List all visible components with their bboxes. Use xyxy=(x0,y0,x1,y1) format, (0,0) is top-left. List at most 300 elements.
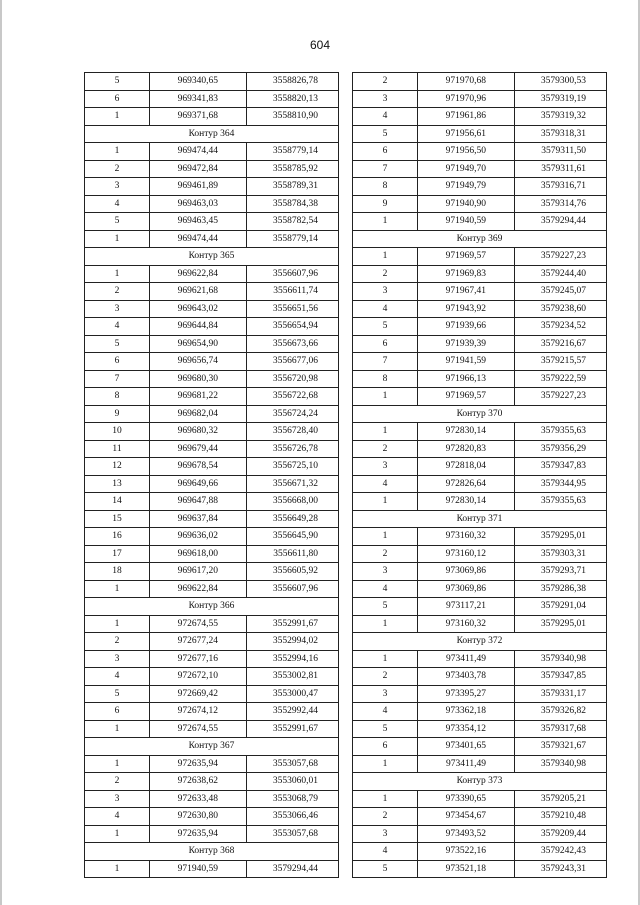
y-coordinate-cell: 3558826,78 xyxy=(272,76,318,86)
point-number-cell: 1 xyxy=(85,143,150,160)
y-coordinate-cell: 3556651,56 xyxy=(272,303,318,314)
y-coordinate-cell: 3579291,04 xyxy=(540,601,586,611)
point-number-cell: 1 xyxy=(85,756,150,773)
x-coordinate-cell: 969679,44 xyxy=(150,441,247,458)
point-number-cell: 3 xyxy=(353,458,418,475)
contour-header: Контур 368 xyxy=(85,843,338,861)
x-coordinate-cell: 969654,90 xyxy=(150,336,247,353)
point-number-cell: 10 xyxy=(85,423,150,440)
point-number-cell: 1 xyxy=(85,581,150,598)
point-number-cell: 2 xyxy=(353,808,418,825)
x-coordinate-cell: 969622,84 xyxy=(150,266,247,283)
table-row xyxy=(353,213,606,231)
x-coordinate-cell: 969617,20 xyxy=(150,563,247,580)
table-row xyxy=(353,423,606,441)
contour-header: Контур 371 xyxy=(353,511,606,529)
point-number-cell: 3 xyxy=(85,651,150,668)
y-coordinate-cell: 3553002,81 xyxy=(272,671,318,681)
y-coordinate-cell: 3579356,29 xyxy=(540,443,586,454)
y-coordinate-cell: 3556607,96 xyxy=(272,268,318,279)
x-coordinate-cell: 973521,18 xyxy=(418,861,515,878)
point-number-cell: 3 xyxy=(85,178,150,195)
contour-header: Контур 366 xyxy=(85,598,338,616)
y-coordinate-cell: 3579294,44 xyxy=(540,216,586,226)
x-coordinate-cell: 972677,16 xyxy=(150,651,247,668)
y-coordinate-cell: 3579209,44 xyxy=(540,828,586,839)
point-number-cell: 8 xyxy=(353,178,418,195)
point-number-cell: 1 xyxy=(85,266,150,283)
x-coordinate-cell: 972638,62 xyxy=(150,773,247,790)
point-number-cell: 1 xyxy=(353,651,418,668)
x-coordinate-cell: 972669,42 xyxy=(150,686,247,703)
x-coordinate-cell: 972633,48 xyxy=(150,791,247,808)
x-coordinate-cell: 969341,83 xyxy=(150,91,247,108)
x-coordinate-cell: 973362,18 xyxy=(418,703,515,720)
y-coordinate-cell: 3558779,14 xyxy=(272,146,318,156)
y-coordinate-cell: 3579331,17 xyxy=(540,688,586,699)
y-coordinate-cell: 3553066,46 xyxy=(272,811,318,821)
table-row xyxy=(85,651,338,669)
x-coordinate-cell: 973403,78 xyxy=(418,668,515,685)
page-left-edge xyxy=(0,0,2,905)
table-row xyxy=(353,248,606,266)
table-row xyxy=(85,318,338,336)
table-row xyxy=(353,73,606,91)
y-coordinate-cell: 3579210,48 xyxy=(540,811,586,821)
x-coordinate-cell: 971966,13 xyxy=(418,371,515,388)
point-number-cell: 1 xyxy=(85,721,150,738)
point-number-cell: 1 xyxy=(85,108,150,125)
x-coordinate-cell: 972672,10 xyxy=(150,668,247,685)
y-coordinate-cell: 3556607,96 xyxy=(272,583,318,594)
contour-header: Контур 367 xyxy=(85,738,338,756)
x-coordinate-cell: 971949,79 xyxy=(418,178,515,195)
point-number-cell: 5 xyxy=(85,73,150,90)
table-row xyxy=(85,791,338,809)
x-coordinate-cell: 972630,80 xyxy=(150,808,247,825)
table-row xyxy=(85,546,338,564)
point-number-cell: 3 xyxy=(353,91,418,108)
table-row xyxy=(85,178,338,196)
y-coordinate-cell: 3579340,98 xyxy=(540,758,586,769)
table-row xyxy=(85,266,338,284)
point-number-cell: 4 xyxy=(85,318,150,335)
y-coordinate-cell: 3579316,71 xyxy=(540,181,586,191)
table-row xyxy=(353,441,606,459)
x-coordinate-cell: 969621,68 xyxy=(150,283,247,300)
x-coordinate-cell: 972830,14 xyxy=(418,423,515,440)
point-number-cell: 3 xyxy=(353,563,418,580)
x-coordinate-cell: 973354,12 xyxy=(418,721,515,738)
y-coordinate-cell: 3556654,94 xyxy=(272,321,318,331)
table-row xyxy=(353,598,606,616)
table-row xyxy=(353,388,606,406)
table-row xyxy=(85,301,338,319)
y-coordinate-cell: 3579295,01 xyxy=(540,531,586,541)
table-row xyxy=(353,476,606,494)
contour-header: Контур 373 xyxy=(353,773,606,791)
y-coordinate-cell: 3579294,44 xyxy=(272,863,318,874)
point-number-cell: 1 xyxy=(353,423,418,440)
contour-header: Контур 370 xyxy=(353,406,606,424)
x-coordinate-cell: 972818,04 xyxy=(418,458,515,475)
point-number-cell: 15 xyxy=(85,511,150,528)
coordinates-table-left xyxy=(84,72,339,878)
table-row xyxy=(85,773,338,791)
y-coordinate-cell: 3556611,74 xyxy=(273,286,318,296)
point-number-cell: 4 xyxy=(85,668,150,685)
point-number-cell: 4 xyxy=(85,808,150,825)
contour-header: Контур 372 xyxy=(353,633,606,651)
point-number-cell: 5 xyxy=(353,126,418,143)
y-coordinate-cell: 3579222,59 xyxy=(540,373,586,384)
table-row xyxy=(85,231,338,249)
table-row xyxy=(353,808,606,826)
y-coordinate-cell: 3553057,68 xyxy=(272,828,318,839)
x-coordinate-cell: 971939,66 xyxy=(418,318,515,335)
point-number-cell: 4 xyxy=(353,581,418,598)
x-coordinate-cell: 971970,96 xyxy=(418,91,515,108)
point-number-cell: 16 xyxy=(85,528,150,545)
y-coordinate-cell: 3579347,83 xyxy=(540,461,586,471)
point-number-cell: 14 xyxy=(85,493,150,510)
y-coordinate-cell: 3558779,14 xyxy=(272,233,318,244)
point-number-cell: 3 xyxy=(353,283,418,300)
x-coordinate-cell: 973390,65 xyxy=(418,791,515,808)
table-row xyxy=(353,108,606,126)
x-coordinate-cell: 971969,57 xyxy=(418,388,515,405)
x-coordinate-cell: 973411,49 xyxy=(418,651,515,668)
x-coordinate-cell: 969649,66 xyxy=(150,476,247,493)
point-number-cell: 4 xyxy=(353,703,418,720)
table-row xyxy=(353,668,606,686)
point-number-cell: 6 xyxy=(353,336,418,353)
table-row xyxy=(353,861,606,879)
table-row xyxy=(353,738,606,756)
point-number-cell: 5 xyxy=(85,336,150,353)
point-number-cell: 5 xyxy=(353,861,418,878)
y-coordinate-cell: 3558810,90 xyxy=(272,111,318,121)
y-coordinate-cell: 3556677,06 xyxy=(272,356,318,366)
table-row xyxy=(85,108,338,126)
point-number-cell: 8 xyxy=(353,371,418,388)
y-coordinate-cell: 3579355,63 xyxy=(540,426,586,436)
point-number-cell: 2 xyxy=(353,441,418,458)
y-coordinate-cell: 3579215,57 xyxy=(540,356,586,366)
x-coordinate-cell: 972635,94 xyxy=(150,826,247,843)
y-coordinate-cell: 3579326,82 xyxy=(540,706,586,716)
y-coordinate-cell: 3579293,71 xyxy=(540,566,586,576)
x-coordinate-cell: 971940,59 xyxy=(150,861,247,878)
table-row xyxy=(85,826,338,844)
point-number-cell: 5 xyxy=(85,686,150,703)
table-row xyxy=(353,283,606,301)
x-coordinate-cell: 969463,03 xyxy=(150,196,247,213)
table-row xyxy=(85,213,338,231)
y-coordinate-cell: 3556726,78 xyxy=(272,443,318,454)
x-coordinate-cell: 973160,32 xyxy=(418,528,515,545)
y-coordinate-cell: 3556671,32 xyxy=(272,478,318,489)
y-coordinate-cell: 3556728,40 xyxy=(272,426,318,436)
y-coordinate-cell: 3552992,44 xyxy=(272,706,318,716)
x-coordinate-cell: 969680,30 xyxy=(150,371,247,388)
table-row xyxy=(85,668,338,686)
point-number-cell: 2 xyxy=(85,633,150,650)
x-coordinate-cell: 973160,32 xyxy=(418,616,515,633)
table-row xyxy=(85,581,338,599)
y-coordinate-cell: 3556668,00 xyxy=(272,496,318,506)
x-coordinate-cell: 973160,12 xyxy=(418,546,515,563)
y-coordinate-cell: 3558789,31 xyxy=(272,181,318,191)
point-number-cell: 4 xyxy=(85,196,150,213)
table-row xyxy=(353,616,606,634)
point-number-cell: 1 xyxy=(85,861,150,878)
x-coordinate-cell: 973493,52 xyxy=(418,826,515,843)
table-row xyxy=(85,686,338,704)
y-coordinate-cell: 3552991,67 xyxy=(272,723,318,734)
x-coordinate-cell: 969463,45 xyxy=(150,213,247,230)
point-number-cell: 1 xyxy=(85,231,150,248)
point-number-cell: 3 xyxy=(353,826,418,843)
x-coordinate-cell: 973395,27 xyxy=(418,686,515,703)
table-row xyxy=(85,91,338,109)
x-coordinate-cell: 969371,68 xyxy=(150,108,247,125)
table-row xyxy=(85,458,338,476)
x-coordinate-cell: 969647,88 xyxy=(150,493,247,510)
y-coordinate-cell: 3579227,23 xyxy=(540,391,586,401)
table-row xyxy=(353,143,606,161)
point-number-cell: 3 xyxy=(353,686,418,703)
table-row xyxy=(85,441,338,459)
y-coordinate-cell: 3579311,50 xyxy=(541,146,586,156)
y-coordinate-cell: 3579317,68 xyxy=(540,723,586,734)
x-coordinate-cell: 971967,41 xyxy=(418,283,515,300)
point-number-cell: 9 xyxy=(353,196,418,213)
point-number-cell: 1 xyxy=(85,616,150,633)
x-coordinate-cell: 969643,02 xyxy=(150,301,247,318)
point-number-cell: 4 xyxy=(353,108,418,125)
table-row xyxy=(353,756,606,774)
point-number-cell: 4 xyxy=(353,301,418,318)
x-coordinate-cell: 969474,44 xyxy=(150,143,247,160)
table-row xyxy=(353,301,606,319)
y-coordinate-cell: 3579243,31 xyxy=(540,863,586,874)
table-row xyxy=(85,423,338,441)
table-row xyxy=(85,861,338,879)
table-row xyxy=(85,633,338,651)
y-coordinate-cell: 3579238,60 xyxy=(540,303,586,314)
x-coordinate-cell: 971941,59 xyxy=(418,353,515,370)
point-number-cell: 5 xyxy=(353,598,418,615)
point-number-cell: 5 xyxy=(353,318,418,335)
table-row xyxy=(353,178,606,196)
point-number-cell: 7 xyxy=(85,371,150,388)
point-number-cell: 1 xyxy=(85,826,150,843)
table-row xyxy=(85,808,338,826)
table-row xyxy=(353,546,606,564)
point-number-cell: 17 xyxy=(85,546,150,563)
point-number-cell: 3 xyxy=(85,301,150,318)
x-coordinate-cell: 969680,32 xyxy=(150,423,247,440)
y-coordinate-cell: 3579318,31 xyxy=(540,128,586,139)
table-row xyxy=(353,196,606,214)
table-row xyxy=(353,318,606,336)
table-row xyxy=(85,196,338,214)
x-coordinate-cell: 971956,61 xyxy=(418,126,515,143)
table-row xyxy=(353,336,606,354)
table-row xyxy=(353,91,606,109)
x-coordinate-cell: 971940,59 xyxy=(418,213,515,230)
point-number-cell: 5 xyxy=(85,213,150,230)
x-coordinate-cell: 972820,83 xyxy=(418,441,515,458)
table-row xyxy=(85,283,338,301)
x-coordinate-cell: 969637,84 xyxy=(150,511,247,528)
point-number-cell: 2 xyxy=(85,283,150,300)
x-coordinate-cell: 969472,84 xyxy=(150,161,247,178)
table-row xyxy=(85,756,338,774)
point-number-cell: 1 xyxy=(353,791,418,808)
y-coordinate-cell: 3556611,80 xyxy=(273,548,318,559)
table-row xyxy=(353,791,606,809)
y-coordinate-cell: 3553000,47 xyxy=(272,688,318,699)
y-coordinate-cell: 3579311,61 xyxy=(541,163,586,174)
table-row xyxy=(353,686,606,704)
table-row xyxy=(85,703,338,721)
y-coordinate-cell: 3553060,01 xyxy=(272,776,318,786)
y-coordinate-cell: 3552994,02 xyxy=(272,636,318,646)
table-row xyxy=(353,493,606,511)
point-number-cell: 7 xyxy=(353,353,418,370)
point-number-cell: 1 xyxy=(353,616,418,633)
x-coordinate-cell: 973401,65 xyxy=(418,738,515,755)
x-coordinate-cell: 972677,24 xyxy=(150,633,247,650)
x-coordinate-cell: 971956,50 xyxy=(418,143,515,160)
x-coordinate-cell: 969656,74 xyxy=(150,353,247,370)
x-coordinate-cell: 973522,16 xyxy=(418,843,515,860)
y-coordinate-cell: 3558784,38 xyxy=(272,198,318,209)
x-coordinate-cell: 969618,00 xyxy=(150,546,247,563)
y-coordinate-cell: 3579321,67 xyxy=(540,741,586,751)
coordinates-table-right xyxy=(352,72,607,878)
x-coordinate-cell: 971939,39 xyxy=(418,336,515,353)
y-coordinate-cell: 3552991,67 xyxy=(272,618,318,629)
table-row xyxy=(85,143,338,161)
point-number-cell: 2 xyxy=(353,266,418,283)
y-coordinate-cell: 3553068,79 xyxy=(272,793,318,804)
y-coordinate-cell: 3556720,98 xyxy=(272,373,318,384)
point-number-cell: 6 xyxy=(85,91,150,108)
table-row xyxy=(353,371,606,389)
y-coordinate-cell: 3579245,07 xyxy=(540,286,586,296)
x-coordinate-cell: 969682,04 xyxy=(150,406,247,423)
y-coordinate-cell: 3556645,90 xyxy=(272,531,318,541)
x-coordinate-cell: 973454,67 xyxy=(418,808,515,825)
y-coordinate-cell: 3579242,43 xyxy=(540,846,586,856)
table-row xyxy=(85,388,338,406)
point-number-cell: 11 xyxy=(85,441,150,458)
table-row xyxy=(353,721,606,739)
y-coordinate-cell: 3558820,13 xyxy=(272,93,318,104)
x-coordinate-cell: 972674,55 xyxy=(150,721,247,738)
contour-header: Контур 369 xyxy=(353,231,606,249)
y-coordinate-cell: 3556649,28 xyxy=(272,513,318,524)
y-coordinate-cell: 3579303,31 xyxy=(540,548,586,559)
x-coordinate-cell: 971949,70 xyxy=(418,161,515,178)
x-coordinate-cell: 972674,55 xyxy=(150,616,247,633)
table-row xyxy=(353,563,606,581)
y-coordinate-cell: 3558782,54 xyxy=(272,216,318,226)
point-number-cell: 1 xyxy=(353,756,418,773)
point-number-cell: 1 xyxy=(353,528,418,545)
table-row xyxy=(85,563,338,581)
table-row xyxy=(85,406,338,424)
x-coordinate-cell: 973117,21 xyxy=(418,598,515,615)
x-coordinate-cell: 973069,86 xyxy=(418,563,515,580)
x-coordinate-cell: 972674,12 xyxy=(150,703,247,720)
y-coordinate-cell: 3579234,52 xyxy=(540,321,586,331)
table-row xyxy=(85,161,338,179)
table-row xyxy=(353,458,606,476)
x-coordinate-cell: 972830,14 xyxy=(418,493,515,510)
table-row xyxy=(85,616,338,634)
table-row xyxy=(353,528,606,546)
point-number-cell: 2 xyxy=(85,773,150,790)
table-row xyxy=(85,511,338,529)
y-coordinate-cell: 3556725,10 xyxy=(272,461,318,471)
x-coordinate-cell: 973069,86 xyxy=(418,581,515,598)
x-coordinate-cell: 969678,54 xyxy=(150,458,247,475)
table-row xyxy=(353,581,606,599)
x-coordinate-cell: 971961,86 xyxy=(418,108,515,125)
table-row xyxy=(353,126,606,144)
x-coordinate-cell: 972635,94 xyxy=(150,756,247,773)
table-row xyxy=(353,161,606,179)
point-number-cell: 6 xyxy=(85,353,150,370)
point-number-cell: 9 xyxy=(85,406,150,423)
y-coordinate-cell: 3579286,38 xyxy=(540,583,586,594)
y-coordinate-cell: 3579300,53 xyxy=(540,76,586,86)
point-number-cell: 2 xyxy=(353,668,418,685)
table-row xyxy=(85,371,338,389)
point-number-cell: 12 xyxy=(85,458,150,475)
point-number-cell: 2 xyxy=(353,546,418,563)
x-coordinate-cell: 971940,90 xyxy=(418,196,515,213)
table-row xyxy=(85,353,338,371)
y-coordinate-cell: 3558785,92 xyxy=(272,163,318,174)
y-coordinate-cell: 3579319,32 xyxy=(540,111,586,121)
x-coordinate-cell: 969644,84 xyxy=(150,318,247,335)
y-coordinate-cell: 3579355,63 xyxy=(540,496,586,506)
y-coordinate-cell: 3553057,68 xyxy=(272,758,318,769)
x-coordinate-cell: 969636,02 xyxy=(150,528,247,545)
point-number-cell: 2 xyxy=(353,73,418,90)
point-number-cell: 5 xyxy=(353,721,418,738)
x-coordinate-cell: 969622,84 xyxy=(150,581,247,598)
x-coordinate-cell: 973411,49 xyxy=(418,756,515,773)
point-number-cell: 18 xyxy=(85,563,150,580)
y-coordinate-cell: 3579314,76 xyxy=(540,198,586,209)
y-coordinate-cell: 3579216,67 xyxy=(540,338,586,349)
x-coordinate-cell: 971969,57 xyxy=(418,248,515,265)
point-number-cell: 8 xyxy=(85,388,150,405)
y-coordinate-cell: 3579347,85 xyxy=(540,671,586,681)
point-number-cell: 4 xyxy=(353,843,418,860)
point-number-cell: 3 xyxy=(85,791,150,808)
y-coordinate-cell: 3579295,01 xyxy=(540,618,586,629)
table-row xyxy=(85,721,338,739)
point-number-cell: 1 xyxy=(353,388,418,405)
table-row xyxy=(353,703,606,721)
